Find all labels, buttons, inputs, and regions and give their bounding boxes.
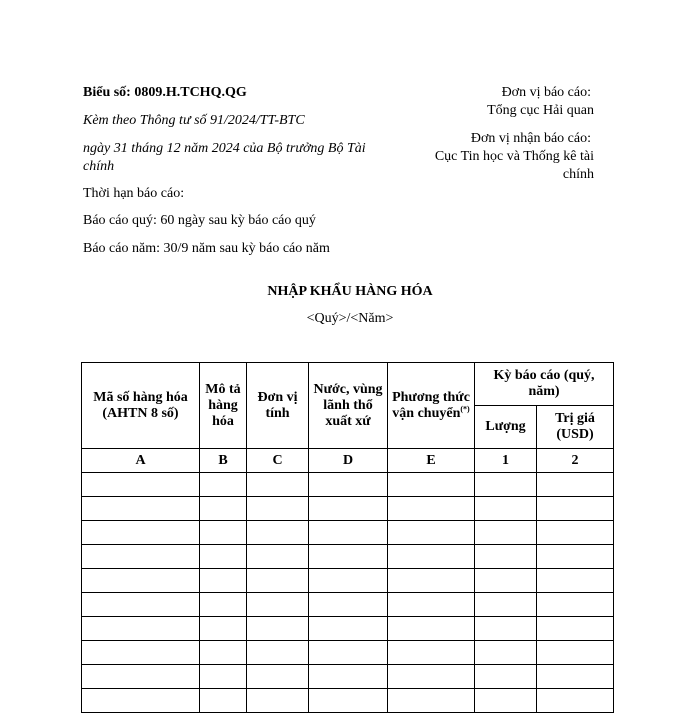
quarterly-deadline: Báo cáo quý: 60 ngày sau kỳ báo cáo quý bbox=[83, 213, 316, 228]
table-cell bbox=[82, 473, 200, 497]
header-quantity: Lượng bbox=[475, 406, 537, 449]
table-cell bbox=[388, 497, 475, 521]
table-cell bbox=[388, 617, 475, 641]
annual-deadline: Báo cáo năm: 30/9 năm sau kỳ báo cáo năm bbox=[83, 241, 330, 256]
table-cell bbox=[82, 689, 200, 713]
import-table bbox=[81, 362, 614, 713]
receiving-unit-line1: Cục Tin học và Thống kê tài bbox=[434, 149, 594, 164]
table-cell bbox=[200, 593, 247, 617]
report-subtitle: <Quý>/<Năm> bbox=[306, 311, 394, 326]
table-cell bbox=[388, 521, 475, 545]
table-cell bbox=[82, 641, 200, 665]
table-cell bbox=[247, 593, 309, 617]
table-cell bbox=[200, 665, 247, 689]
table-cell bbox=[475, 569, 537, 593]
table-cell bbox=[475, 617, 537, 641]
column-code: C bbox=[247, 449, 309, 473]
table-cell bbox=[247, 569, 309, 593]
receiving-unit-label: Đơn vị nhận báo cáo: bbox=[470, 131, 591, 146]
column-code-row bbox=[82, 449, 614, 473]
column-code: D bbox=[309, 449, 388, 473]
column-code: E bbox=[388, 449, 475, 473]
table-cell bbox=[309, 569, 388, 593]
table-cell bbox=[475, 545, 537, 569]
table-row bbox=[82, 473, 614, 497]
reporting-unit-label: Đơn vị báo cáo: bbox=[501, 85, 591, 100]
column-code: 1 bbox=[475, 449, 537, 473]
attached-circular-line1: Kèm theo Thông tư số 91/2024/TT-BTC bbox=[83, 113, 305, 128]
table-row bbox=[82, 689, 614, 713]
table-cell bbox=[247, 617, 309, 641]
table-cell bbox=[309, 521, 388, 545]
column-code: B bbox=[200, 449, 247, 473]
table-cell bbox=[309, 617, 388, 641]
table-cell bbox=[537, 473, 614, 497]
table-cell bbox=[247, 497, 309, 521]
table-cell bbox=[82, 665, 200, 689]
table-cell bbox=[388, 569, 475, 593]
attached-circular-line3: chính bbox=[83, 159, 115, 174]
table-row bbox=[82, 593, 614, 617]
table-cell bbox=[537, 593, 614, 617]
deadline-label: Thời hạn báo cáo: bbox=[83, 186, 185, 201]
table-cell bbox=[309, 689, 388, 713]
table-cell bbox=[475, 473, 537, 497]
table-row bbox=[82, 665, 614, 689]
table-cell bbox=[475, 497, 537, 521]
table-cell bbox=[247, 521, 309, 545]
table-cell bbox=[200, 521, 247, 545]
table-cell bbox=[537, 497, 614, 521]
header-unit: Đơn vị tính bbox=[247, 363, 309, 449]
header-goods-code: Mã số hàng hóa (AHTN 8 số) bbox=[82, 363, 200, 449]
table-cell bbox=[475, 641, 537, 665]
table-cell bbox=[200, 545, 247, 569]
table-cell bbox=[247, 689, 309, 713]
table-cell bbox=[309, 545, 388, 569]
table-row bbox=[82, 521, 614, 545]
table-cell bbox=[82, 569, 200, 593]
header-description: Mô tả hàng hóa bbox=[200, 363, 247, 449]
header-transport-mode: Phương thức vận chuyển(*) bbox=[388, 363, 475, 449]
table-cell bbox=[200, 617, 247, 641]
table-cell bbox=[388, 641, 475, 665]
column-code: 2 bbox=[537, 449, 614, 473]
table-cell bbox=[475, 665, 537, 689]
table-cell bbox=[388, 473, 475, 497]
table-cell bbox=[200, 569, 247, 593]
table-cell bbox=[200, 473, 247, 497]
column-code: A bbox=[82, 449, 200, 473]
table-cell bbox=[475, 521, 537, 545]
reporting-unit: Tổng cục Hải quan bbox=[487, 103, 594, 118]
table-cell bbox=[537, 521, 614, 545]
table-cell bbox=[247, 473, 309, 497]
report-title: NHẬP KHẨU HÀNG HÓA bbox=[267, 284, 433, 299]
table-cell bbox=[247, 641, 309, 665]
table-row bbox=[82, 617, 614, 641]
table-cell bbox=[537, 545, 614, 569]
table-row bbox=[82, 641, 614, 665]
table-cell bbox=[200, 641, 247, 665]
table-cell bbox=[475, 593, 537, 617]
table-row bbox=[82, 569, 614, 593]
table-cell bbox=[200, 497, 247, 521]
table-cell bbox=[82, 497, 200, 521]
table-cell bbox=[388, 593, 475, 617]
table-cell bbox=[309, 665, 388, 689]
table-cell bbox=[309, 497, 388, 521]
table-cell bbox=[82, 617, 200, 641]
table-cell bbox=[388, 689, 475, 713]
table-cell bbox=[309, 641, 388, 665]
table-cell bbox=[388, 545, 475, 569]
empty-rows bbox=[82, 473, 614, 713]
attached-circular-line2: ngày 31 tháng 12 năm 2024 của Bộ trưởng Bộ Tài bbox=[83, 141, 366, 156]
table-cell bbox=[247, 545, 309, 569]
table-row bbox=[82, 497, 614, 521]
table-cell bbox=[475, 689, 537, 713]
table-cell bbox=[309, 473, 388, 497]
table-cell bbox=[309, 593, 388, 617]
table-cell bbox=[537, 689, 614, 713]
table-cell bbox=[82, 545, 200, 569]
table-cell bbox=[537, 641, 614, 665]
table-cell bbox=[200, 689, 247, 713]
table-cell bbox=[247, 665, 309, 689]
table-cell bbox=[82, 521, 200, 545]
header-reporting-period: Kỳ báo cáo (quý, năm) bbox=[475, 363, 614, 406]
header-value-usd: Trị giá (USD) bbox=[537, 406, 614, 449]
receiving-unit-line2: chính bbox=[562, 167, 594, 182]
table-cell bbox=[388, 665, 475, 689]
table-cell bbox=[537, 569, 614, 593]
table-cell bbox=[82, 593, 200, 617]
table-row bbox=[82, 545, 614, 569]
table-cell bbox=[537, 617, 614, 641]
form-number: Biểu số: 0809.H.TCHQ.QG bbox=[83, 85, 247, 100]
table-cell bbox=[537, 665, 614, 689]
header-origin-country: Nước, vùng lãnh thổ xuất xứ bbox=[309, 363, 388, 449]
